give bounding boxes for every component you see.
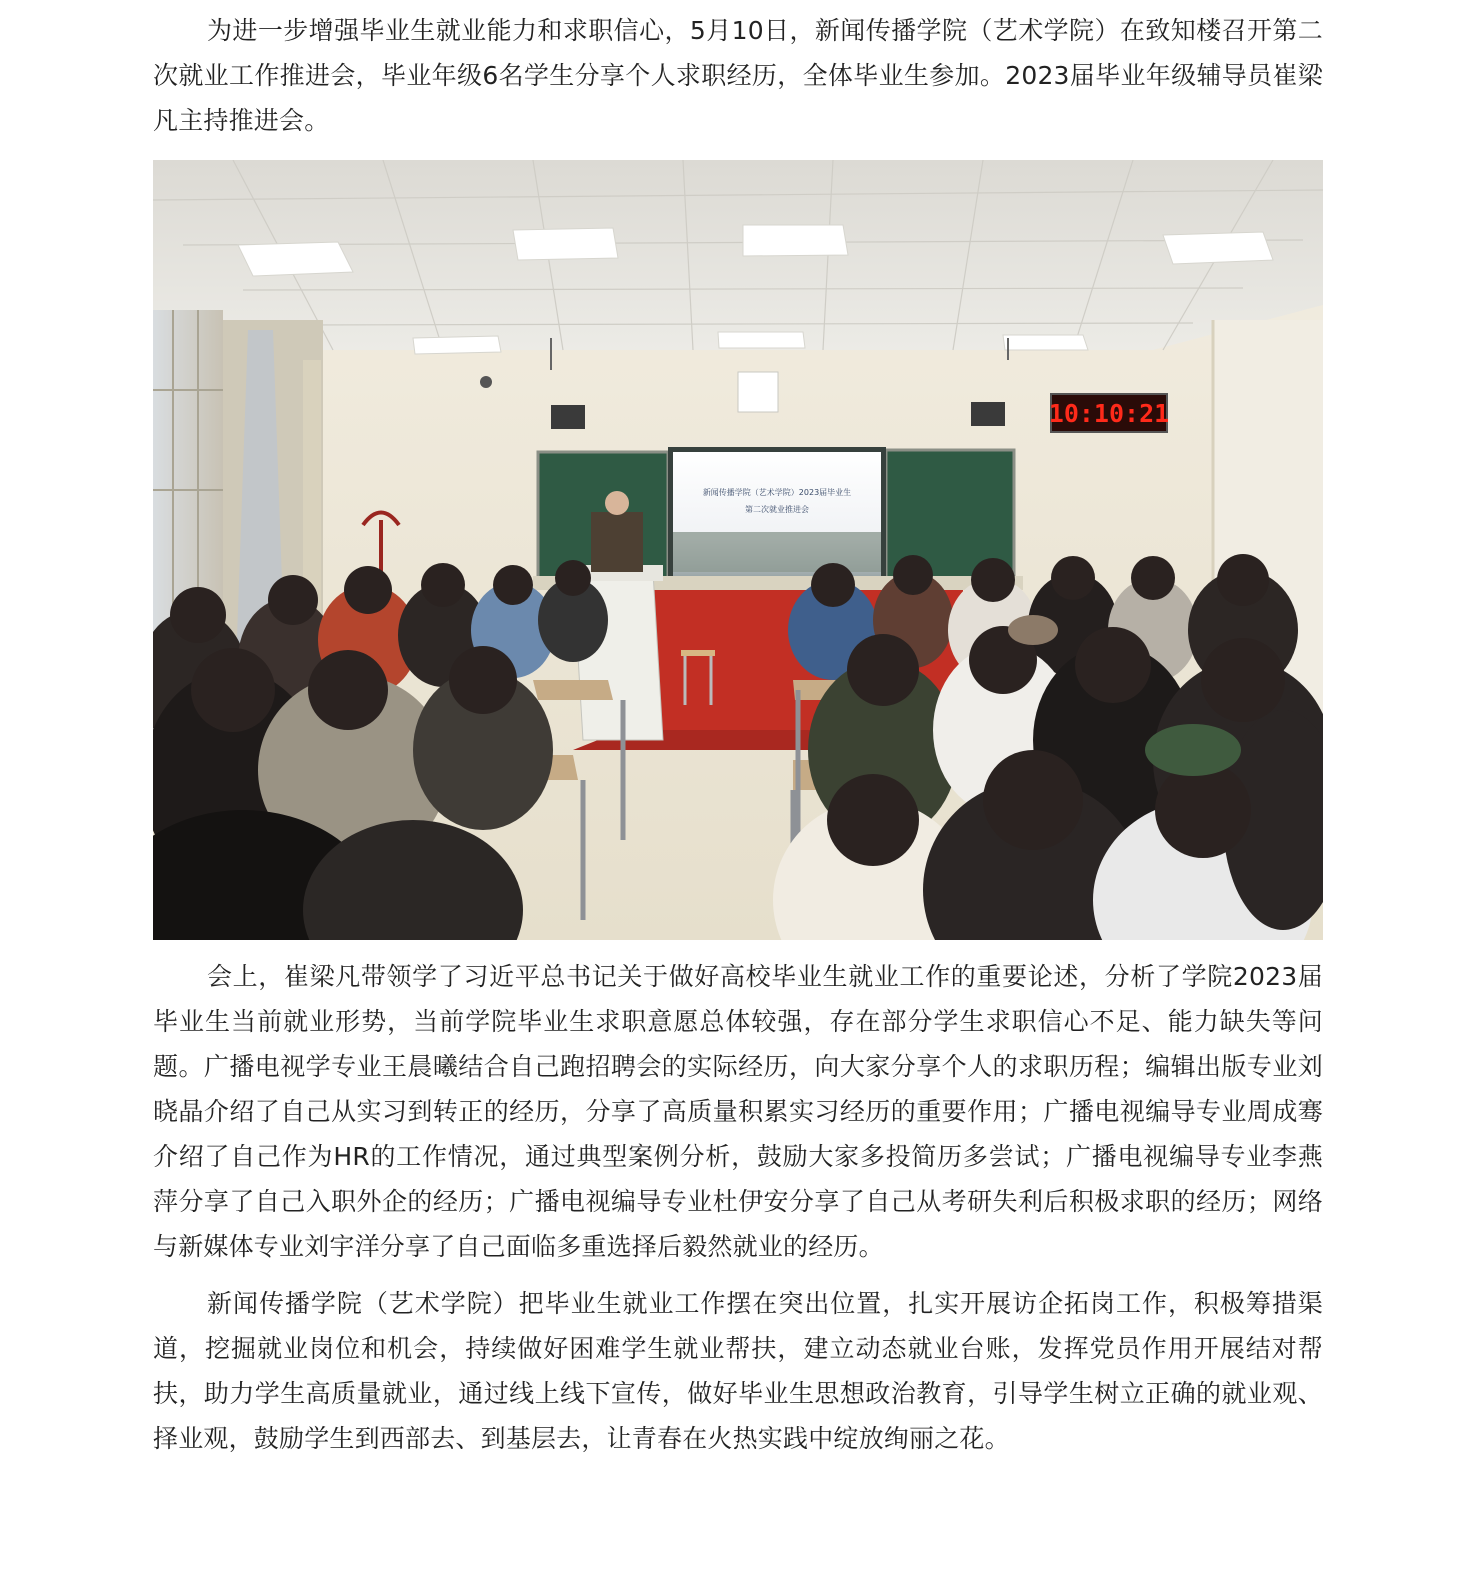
article bbox=[153, 8, 1323, 1461]
paragraph-intro: 为进一步增强毕业生就业能力和求职信心，5月10日，新闻传播学院（艺术学院）在致知楼召开第二次就业工作推进会，毕业年级6名学生分享个人求职经历，全体毕业生参加。2023届毕业年级辅导员崔梁凡主持推进会。 bbox=[153, 16, 1323, 135]
paragraph-meeting: 会上，崔梁凡带领学了习近平总书记关于做好高校毕业生就业工作的重要论述，分析了学院2023届毕业生当前就业形势，当前学院毕业生求职意愿总体较强，存在部分学生求职信心不足、能力缺失等问题。广播电视学专业王晨曦结合自己跑招聘会的实际经历，向大家分享个人的求职历程；编辑出版专业刘晓晶介绍了自己从实习到转正的经历，分享了高质量积累实习经历的重要作用；广播电视编导专业周成骞介绍了自己作为HR的工作情况，通过典型案例分析，鼓励大家多投简历多尝试；广播电视编导专业李燕萍分享了自己入职外企的经历；广播电视编导专业杜伊安分享了自己从考研失利后积极求职的经历；网络与新媒体专业刘宇洋分享了自己面临多重选择后毅然就业的经历。 bbox=[153, 962, 1323, 1261]
clock-readout: 10:10:21 bbox=[1048, 399, 1170, 428]
screen-title: 新闻传播学院（艺术学院）2023届毕业生 bbox=[702, 488, 852, 497]
screen-subtitle: 第二次就业推进会 bbox=[745, 505, 809, 514]
paragraph-measures: 新闻传播学院（艺术学院）把毕业生就业工作摆在突出位置，扎实开展访企拓岗工作，积极筹措渠道，挖掘就业岗位和机会，持续做好困难学生就业帮扶，建立动态就业台账，发挥党员作用开展结对帮扶，助力学生高质量就业，通过线上线下宣传，做好毕业生思想政治教育，引导学生树立正确的就业观、择业观，鼓励学生到西部去、到基层去，让青春在火热实践中绽放绚丽之花。 bbox=[153, 1289, 1323, 1453]
classroom-photo bbox=[153, 160, 1323, 940]
